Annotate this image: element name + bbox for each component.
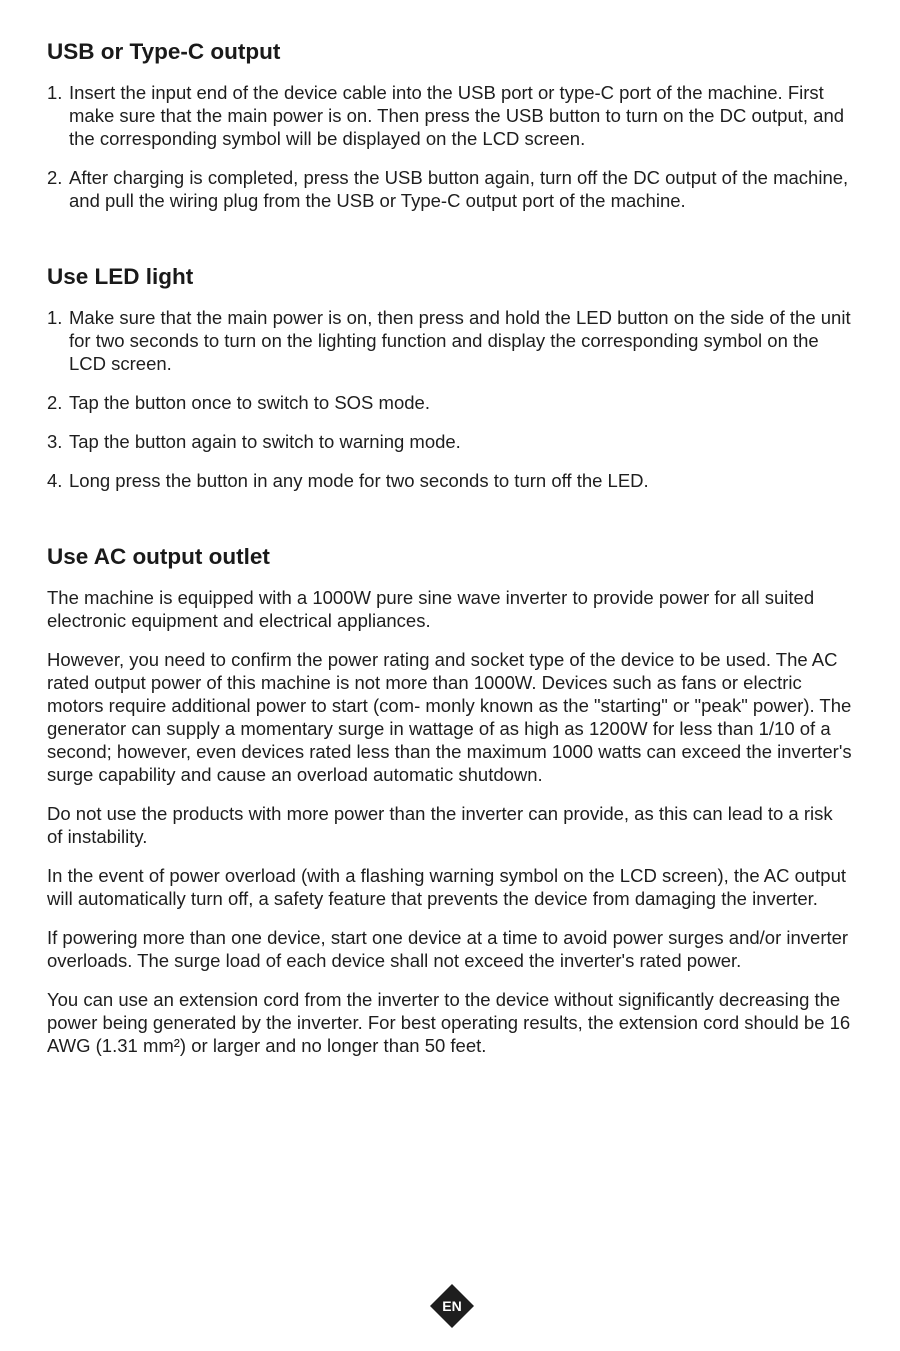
section-usb-output (47, 37, 853, 212)
paragraph: You can use an extension cord from the inverter to the device without significantly decreasing the power being generated by the inverter. For best operating results, the extension cord should be 16 AWG (1.31 mm²) or larger and no longer than 50 feet. (47, 989, 851, 1056)
section-title: Use LED light (47, 264, 194, 289)
list-item (47, 469, 853, 492)
list-item (47, 306, 853, 375)
list-item (47, 391, 853, 414)
paragraph: However, you need to confirm the power rating and socket type of the device to be used. The AC rated output power of this machine is not more than 1000W. Devices such as fans or electric motors require additional power to start (com- monly known as the "starting" or "peak" power). The generator can supply a momentary surge in wattage of as high as 1200W for less than 1/10 of a second; however, even devices rated less than the maximum 1000 watts can exceed the inverter's surge capability and cause an overload automatic shutdown. (47, 649, 852, 785)
usb-steps-list (47, 81, 853, 212)
paragraph: Do not use the products with more power than the inverter can provide, as this can lead to a risk of instability. (47, 803, 833, 847)
step-text: After charging is completed, press the USB button again, turn off the DC output of the machine, and pull the wiring plug from the USB or Type-C output port of the machine. (69, 167, 849, 211)
section-led-light (47, 262, 853, 492)
list-item (47, 81, 853, 150)
step-text: Tap the button once to switch to SOS mode. (69, 392, 430, 413)
paragraph: If powering more than one device, start one device at a time to avoid power surges and/or inverter overloads. The surge load of each device shall not exceed the inverter's rated power. (47, 927, 849, 971)
step-text: Make sure that the main power is on, then press and hold the LED button on the side of the unit for two seconds to turn on the lighting function and display the corresponding symbol on the LCD screen. (69, 307, 851, 374)
led-steps-list (47, 306, 853, 492)
step-number: 3. (47, 431, 63, 452)
language-code: EN (442, 1298, 462, 1314)
step-text: Insert the input end of the device cable into the USB port or type-C port of the machine. First make sure that the main power is on. Then press the USB button to turn on the DC output, and the corresponding symbol will be displayed on the LCD screen. (69, 82, 845, 149)
section-title: Use AC output outlet (47, 544, 270, 569)
section-ac-output (47, 542, 853, 1057)
section-title: USB or Type-C output (47, 39, 281, 64)
step-text: Tap the button again to switch to warning mode. (69, 431, 461, 452)
step-number: 1. (47, 82, 63, 103)
step-text: Long press the button in any mode for two seconds to turn off the LED. (69, 470, 649, 491)
list-item (47, 430, 853, 453)
language-badge (429, 1283, 475, 1329)
step-number: 1. (47, 307, 63, 328)
step-number: 2. (47, 392, 63, 413)
manual-page (47, 37, 853, 1057)
paragraph: The machine is equipped with a 1000W pure sine wave inverter to provide power for all suited electronic equipment and electrical appliances. (47, 587, 815, 631)
paragraph: In the event of power overload (with a flashing warning symbol on the LCD screen), the AC output will automatically turn off, a safety feature that prevents the device from damaging the inverter. (47, 865, 847, 909)
step-number: 4. (47, 470, 63, 491)
list-item (47, 166, 853, 212)
step-number: 2. (47, 167, 63, 188)
